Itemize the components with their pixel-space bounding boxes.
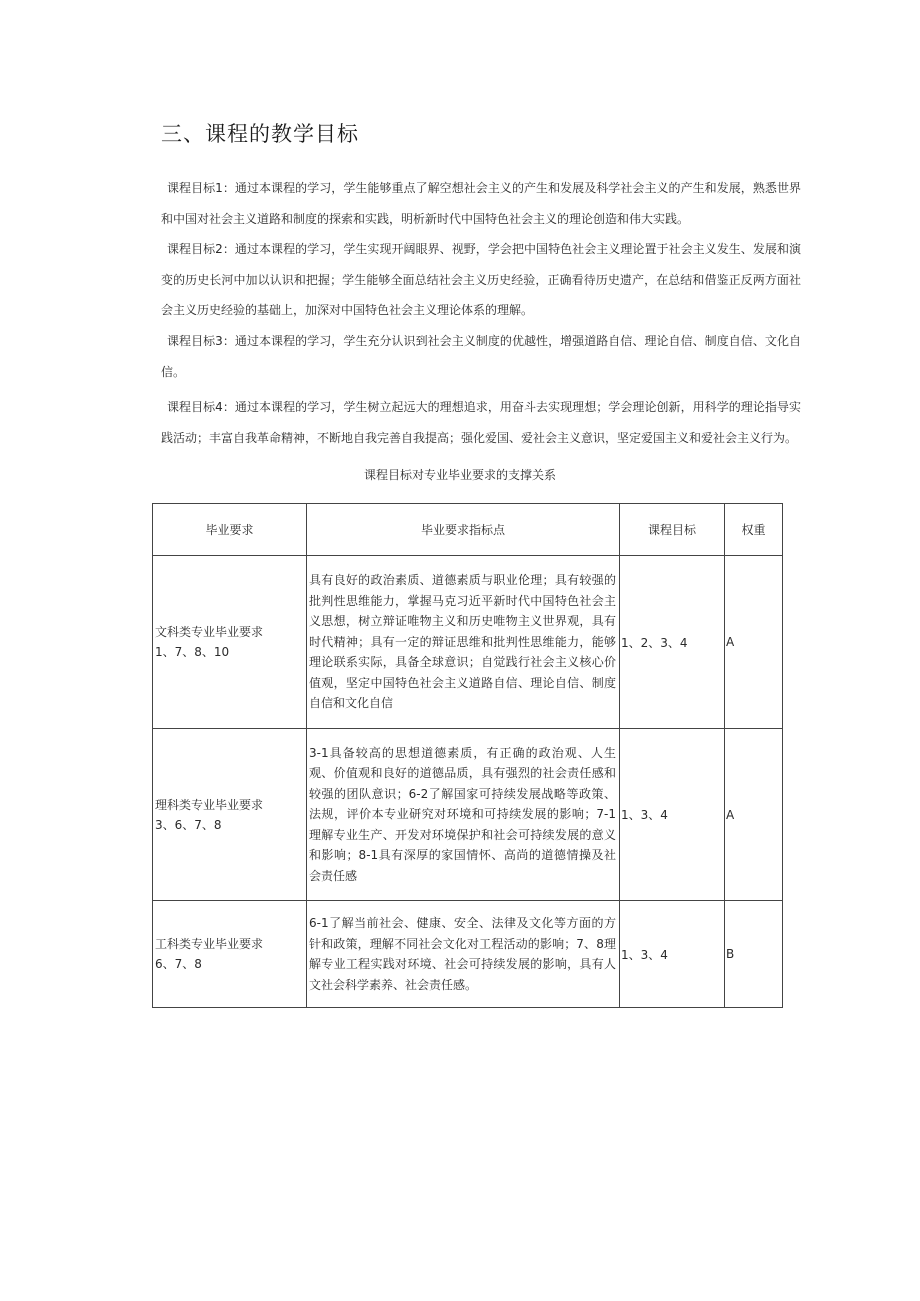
section-title: 三、课程的教学目标 [161, 122, 359, 146]
goal-label: 课程目标2： [167, 242, 235, 256]
requirement-numbers: 1、7、8、10 [155, 645, 230, 659]
goal-text: 通过本课程的学习，学生实现开阔眼界、视野，学会把中国特色社会主义理论置于社会主义发生、发展和演变的历史长河中加以认识和把握；学生能够全面总结社会主义历史经验，正确看待历史遗产，在总结和借鉴正反两方面社会主义历史经验的基础上，加深对中国特色社会主义理论体系的理解。 [161, 242, 801, 317]
weight-cell: A [725, 729, 783, 901]
requirement-title: 工科类专业毕业要求 [155, 937, 264, 951]
header-requirement: 毕业要求 [153, 504, 307, 556]
course-goal-2 [161, 234, 801, 326]
requirement-title: 理科类专业毕业要求 [155, 797, 264, 812]
table-header-row [153, 504, 783, 556]
goals-cell: 1、2、3、4 [620, 556, 725, 729]
requirement-cell [153, 556, 307, 729]
table-row [153, 556, 783, 729]
table-row [153, 729, 783, 901]
requirement-cell [153, 901, 307, 1008]
requirement-numbers: 3、6、7、8 [155, 817, 222, 832]
table-caption: 课程目标对专业毕业要求的支撑关系 [363, 468, 556, 482]
goal-label: 课程目标1： [167, 181, 235, 195]
goals-cell: 1、3、4 [620, 901, 725, 1008]
goal-label: 课程目标3： [167, 334, 235, 348]
indicators-cell: 6-1了解当前社会、健康、安全、法律及文化等方面的方针和政策，理解不同社会文化对工程活动的影响；7、8理解专业工程实践对环境、社会可持续发展的影响，具有人文社会科学素养、社会责任感。 [307, 901, 620, 1008]
requirement-numbers: 6、7、8 [155, 957, 202, 971]
indicators-cell: 3-1具备较高的思想道德素质，有正确的政治观、人生观、价值观和良好的道德品质，具有强烈的社会责任感和较强的团队意识；6-2了解国家可持续发展战略等政策、法规，评价本专业研究对环境和可持续发展的影响；7-1理解专业生产、开发对环境保护和社会可持续发展的意义和影响；8-1具有深厚的家国情怀、高尚的道德情操及社会责任感 [307, 729, 620, 901]
requirement-title: 文科类专业毕业要求 [155, 625, 264, 639]
goal-text: 通过本课程的学习，学生能够重点了解空想社会主义的产生和发展及科学社会主义的产生和发展，熟悉世界和中国对社会主义道路和制度的探索和实践，明析新时代中国特色社会主义的理论创造和伟大实践。 [161, 181, 801, 226]
header-weight: 权重 [725, 504, 783, 556]
goal-text: 通过本课程的学习，学生充分认识到社会主义制度的优越性，增强道路自信、理论自信、制度自信、文化自信。 [161, 334, 801, 379]
course-goal-4 [161, 392, 801, 453]
course-goal-3 [161, 326, 801, 387]
weight-cell: A [725, 556, 783, 729]
header-indicators: 毕业要求指标点 [307, 504, 620, 556]
table-row [153, 901, 783, 1008]
support-table [152, 503, 783, 1008]
course-goal-1 [161, 173, 801, 234]
requirement-cell [153, 729, 307, 901]
goal-text: 通过本课程的学习，学生树立起远大的理想追求，用奋斗去实现理想；学会理论创新，用科学的理论指导实践活动；丰富自我革命精神，不断地自我完善自我提高；强化爱国、爱社会主义意识，坚定爱国主义和爱社会主义行为。 [161, 400, 801, 445]
goals-cell: 1、3、4 [620, 729, 725, 901]
indicators-cell: 具有良好的政治素质、道德素质与职业伦理；具有较强的批判性思维能力，掌握马克习近平新时代中国特色社会主义思想，树立辩证唯物主义和历史唯物主义世界观，具有时代精神；具有一定的辩证思维和批判性思维能力，能够理论联系实际，具备全球意识；自觉践行社会主义核心价值观，坚定中国特色社会主义道路自信、理论自信、制度自信和文化自信 [307, 556, 620, 729]
goal-label: 课程目标4： [167, 400, 235, 414]
header-goals: 课程目标 [620, 504, 725, 556]
weight-cell: B [725, 901, 783, 1008]
